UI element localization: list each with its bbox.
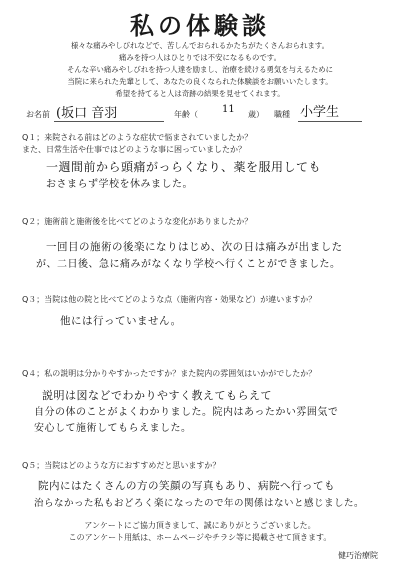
intro-line: 当院に来られた先輩として、あなたの良くなられた体験談をお願いいたします。 xyxy=(67,77,333,86)
answer-1-line: 一週間前から頭痛がっらくなり、薬を服用しても xyxy=(46,160,322,174)
age-value: 11 xyxy=(222,104,235,115)
question-line: Q５；当院はどのような方におすすめだと思いますか？ xyxy=(22,461,221,470)
answer-5-line: 治らなかった私もおどろく楽になったので年の関係はないと感じました。 xyxy=(34,498,365,509)
intro-line: 希望を持てると人は奇跡の結果を見せてくれます。 xyxy=(115,89,285,98)
footer-line: アンケートにご協力頂きまして、誠にありがとうございました。 xyxy=(84,521,316,530)
job-label: 職種 xyxy=(274,110,290,119)
question-4 xyxy=(22,368,382,380)
answer-3-line: 他には行っていません。 xyxy=(60,315,182,327)
question-3 xyxy=(22,294,382,306)
question-line: Q４；私の説明は分かりやすかったですか？また院内の雰囲気はいかがでしたか？ xyxy=(22,369,317,378)
question-5 xyxy=(22,460,382,472)
intro-text xyxy=(20,40,380,100)
job-value: 小学生 xyxy=(300,105,340,120)
name-value: (坂口 音羽 xyxy=(56,106,118,121)
answer-1-line: おさまらず学校を休みました。 xyxy=(46,179,193,190)
clinic-name: 健巧治療院 xyxy=(338,551,378,560)
answer-4-line: 自分の体のことがよくわかりました。院内はあったかい雰囲気で xyxy=(34,407,339,418)
question-2 xyxy=(22,216,382,228)
answer-4-line: 安心して施術してもらえました。 xyxy=(34,423,192,434)
age-label: 年齢（ xyxy=(174,110,198,119)
job-underline xyxy=(298,121,362,122)
name-label: お名前 xyxy=(26,110,50,119)
answer-2-line: 一回目の施術の後楽になりはじめ、次の日は痛みが出ました xyxy=(46,241,343,253)
thank-you-note xyxy=(0,520,400,544)
name-underline xyxy=(54,121,164,122)
question-line: Q３；当院は他の院と比べてどのような点（施術内容・効果など）が違いますか？ xyxy=(22,295,317,304)
page-title: 私の体験談 xyxy=(130,12,270,40)
intro-line: そんな辛い痛みやしびれを持つ人達を励まし、治療を続ける勇気を与えるために xyxy=(66,65,334,74)
question-line: また、日常生活や仕事ではどのような事に困っていましたか？ xyxy=(22,145,246,154)
answer-5-line: 院内にはたくさんの方の笑顔の写真もあり、病院へ行っても xyxy=(38,480,335,492)
respondent-info xyxy=(22,100,382,122)
age-suffix: 歳） xyxy=(248,110,264,119)
question-1 xyxy=(22,132,382,156)
intro-line: 様々な痛みやしびれなどで、苦しんでおられるかたちがたくさんおられます。 xyxy=(71,41,329,50)
footer-line: このアンケート用紙は、ホームページやチラシ等に掲載させて頂きます。 xyxy=(68,533,332,542)
answer-2-line: が、二日後、急に痛みがなくなり学校へ行くことができました。 xyxy=(36,259,341,270)
answer-4-line: 説明は図などでわかりやすく教えてもらえて xyxy=(42,389,272,402)
question-line: Q２；施術前と施術後を比べてどのような変化がありましたか？ xyxy=(22,217,253,226)
question-line: Q１；来院される前はどのような症状で悩まされていましたか？ xyxy=(22,133,253,142)
intro-line: 痛みを持つ人はひとりでは不安になるものです。 xyxy=(118,53,281,62)
